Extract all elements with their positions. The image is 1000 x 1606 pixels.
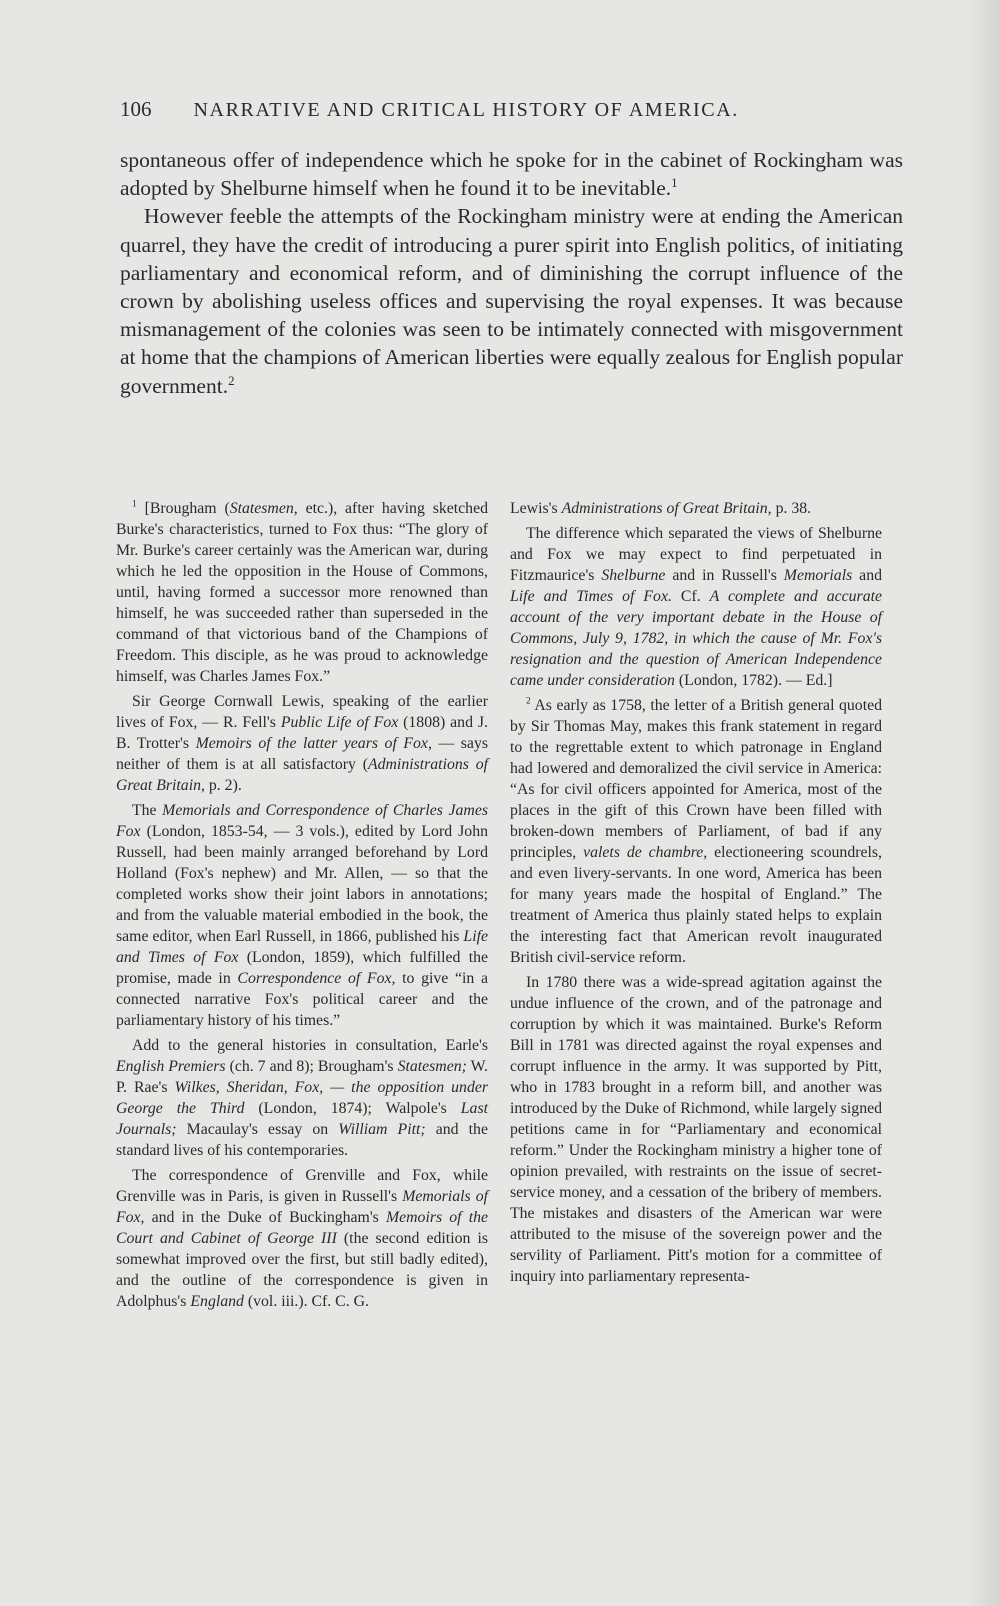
lewis-title-3: Administrations of Great Britain,: [116, 756, 488, 794]
corr-text-b: and in the Duke of Buckingham's: [144, 1209, 386, 1226]
footnotes-left-column: [116, 498, 488, 1316]
cont-text-b: p. 38.: [771, 500, 812, 517]
add-title-2: Statesmen;: [397, 1058, 467, 1075]
footnote-difference-paragraph: [510, 523, 882, 691]
fn2-title-1: valets de chambre,: [583, 844, 708, 861]
diff-text-e: (London, 1782). — Ed.]: [674, 672, 833, 689]
memorials-text-d: to give “in a connected narrative Fox's political career and the parliamentary history of his times.”: [116, 970, 489, 1029]
diff-title-2: Memorials: [783, 567, 853, 584]
footnote-lewis-paragraph: [116, 691, 488, 796]
cont-title-1: Administrations of Great Britain,: [561, 500, 772, 517]
main-text: [120, 146, 903, 400]
diff-text-d: Cf.: [671, 588, 710, 605]
lewis-text-b: (1808) and J. B. Trotter's: [116, 714, 488, 752]
main-paragraph-1: [120, 146, 903, 202]
cont-text-a: Lewis's: [510, 500, 562, 517]
diff-title-3: Life and Times of Fox.: [510, 588, 672, 605]
footnote-mark-2: 2: [526, 696, 531, 707]
footnote-memorials-paragraph: [116, 800, 488, 1031]
corr-title-2: Memoirs of the Court and Cabinet of George III: [116, 1209, 488, 1247]
memorials-text-a: The: [132, 802, 163, 819]
diff-text-a: The difference which separated the views of Shelburne and Fox we may expect to find perpetuated in Fitzmaurice's: [510, 525, 882, 584]
footnote-ref-1: 1: [671, 176, 678, 191]
footnote-continuation: [510, 498, 882, 519]
running-title: NARRATIVE AND CRITICAL HISTORY OF AMERICA.: [193, 99, 739, 121]
lewis-title-2: Memoirs of the latter years of Fox,: [195, 735, 432, 752]
add-text-a: Add to the general histories in consultation, Earle's: [132, 1037, 488, 1054]
fn1-title-statesmen: Statesmen: [229, 500, 294, 517]
footnote-2: [510, 695, 882, 968]
add-title-3: Wilkes, Sheridan, Fox, — the opposition under George the Third: [116, 1079, 489, 1117]
memorials-title-2: Life and Times of Fox: [116, 928, 488, 966]
corr-title-3: England: [190, 1293, 244, 1310]
main-paragraph-2: [120, 202, 903, 399]
fn1-text-a: [Brougham (: [136, 500, 230, 517]
footnotes-right-column: [510, 498, 882, 1291]
footnote-add-paragraph: [116, 1035, 488, 1161]
fn1-text-b: , etc.), after having sketched Burke's characteristics, turned to Fox thus: “The glory of Mr. Burke's career certainly was the American war, during which he led the opposition in the House of Commons, until, having formed a successor more renowned than himself, he was succeeded rather than superseded in the command of that victorious band of the Champions of Freedom. This disciple, as he was proud to acknowledge himself, was Charles James Fox.”: [116, 500, 488, 685]
footnote-mark-1: 1: [132, 499, 137, 510]
add-title-4: Last Journals;: [116, 1100, 488, 1138]
add-text-e: Macaulay's essay on: [176, 1121, 339, 1138]
add-title-5: William Pitt;: [338, 1121, 426, 1138]
add-text-c: W. P. Rae's: [116, 1058, 489, 1096]
page-edge-shadow: [966, 0, 1000, 1606]
corr-title-1: Memorials of Fox,: [116, 1188, 489, 1226]
lewis-text-d: p. 2).: [204, 777, 242, 794]
memorials-title-1: Memorials and Correspondence of Charles James Fox: [116, 802, 488, 840]
lewis-title-1: Public Life of Fox: [280, 714, 399, 731]
footnote-1780-paragraph: In 1780 there was a wide-spread agitation against the undue influence of the crown, and of the patronage and corruption by which it was maintained. Burke's Reform Bill in 1781 was directed against the royal expenses and corrupt influence in the army. It was supported by Pitt, who in 1783 brought in a reform bill, and another was introduced by the Duke of Richmond, while largely signed petitions came in for “Parliamentary and economical reform.” Under the Rockingham ministry a higher tone of opinion prevailed, with restraints on the issue of secret-service money, and a cessation of the bribery of members. The mistakes and disasters of the American war were attributed to the misuse of the sovereign power and the servility of Parliament. Pitt's motion for a committee of inquiry into parliamentary representa-: [510, 974, 882, 1285]
corr-text-a: The correspondence of Grenville and Fox, while Grenville was in Paris, is given in Russell's: [116, 1167, 488, 1205]
add-text-d: (London, 1874); Walpole's: [244, 1100, 461, 1117]
lewis-text-c: — says neither of them is at all satisfactory (: [116, 735, 488, 773]
main-paragraph-1-text: spontaneous offer of independence which he spoke for in the cabinet of Rockingham was adopted by Shelburne himself when he found it to be inevitable.: [120, 148, 903, 201]
footnote-ref-2: 2: [228, 373, 235, 388]
fn2-text-a: As early as 1758, the letter of a British general quoted by Sir Thomas May, makes this frank statement in regard to the regrettable extent to which patronage in England had lowered and demoralized the civil service in America: “As for civil officers appointed for America, most of the places in the gift of this Crown have been filled with broken-down members of Parliament, of bad if any principles,: [510, 697, 882, 861]
lewis-text-a: Sir George Cornwall Lewis, speaking of the earlier lives of Fox, — R. Fell's: [116, 693, 488, 731]
memorials-text-b: (London, 1853-54, — 3 vols.), edited by Lord John Russell, had been mainly arranged beforehand by Lord Holland (Fox's nephew) and Mr. Allen, — so that the completed works show their joint labors in annotations; and from the valuable material embodied in the book, the same editor, when Earl Russell, in 1866, published his: [116, 823, 488, 945]
main-paragraph-2-text: However feeble the attempts of the Rockingham ministry were at ending the American quarrel, they have the credit of introducing a purer spirit into English politics, of initiating parliamentary and economical reform, and of diminishing the corrupt influence of the crown by abolishing useless offices and supervising the royal expenses. It was because mismanagement of the colonies was seen to be intimately connected with misgovernment at home that the champions of American liberties were equally zealous for English popular government.: [120, 204, 903, 398]
corr-text-c: (the second edition is somewhat improved over the first, but still badly edited), and the outline of the correspondence is given in Adolphus's: [116, 1230, 488, 1310]
diff-title-4: A complete and accurate account of the very important debate in the House of Commons, July 9, 1782, in which the cause of Mr. Fox's resignation and the question of American Independence came under consideration: [510, 588, 882, 689]
corr-text-d: (vol. iii.). Cf. C. G.: [243, 1293, 369, 1310]
running-header: [120, 97, 910, 122]
memorials-text-c: (London, 1859), which fulfilled the promise, made in: [116, 949, 488, 987]
diff-text-b: and in Russell's: [665, 567, 784, 584]
add-title-1: English Premiers: [116, 1058, 226, 1075]
diff-text-c: and: [852, 567, 882, 584]
add-text-b: (ch. 7 and 8); Brougham's: [225, 1058, 398, 1075]
footnote-1: [116, 498, 488, 687]
footnote-correspondence-paragraph: [116, 1165, 488, 1312]
diff-title-1: Shelburne: [601, 567, 666, 584]
page-number: 106: [120, 97, 152, 121]
memorials-title-3: Correspondence of Fox,: [237, 970, 396, 987]
add-text-f: and the standard lives of his contemporaries.: [116, 1121, 488, 1159]
fn2-text-b: electioneering scoundrels, and even livery-servants. In one word, America has been for many years made the hospital of England.” The treatment of America thus plainly stated helps to explain the interesting fact that American revolt inaugurated British civil-service reform.: [510, 844, 882, 966]
